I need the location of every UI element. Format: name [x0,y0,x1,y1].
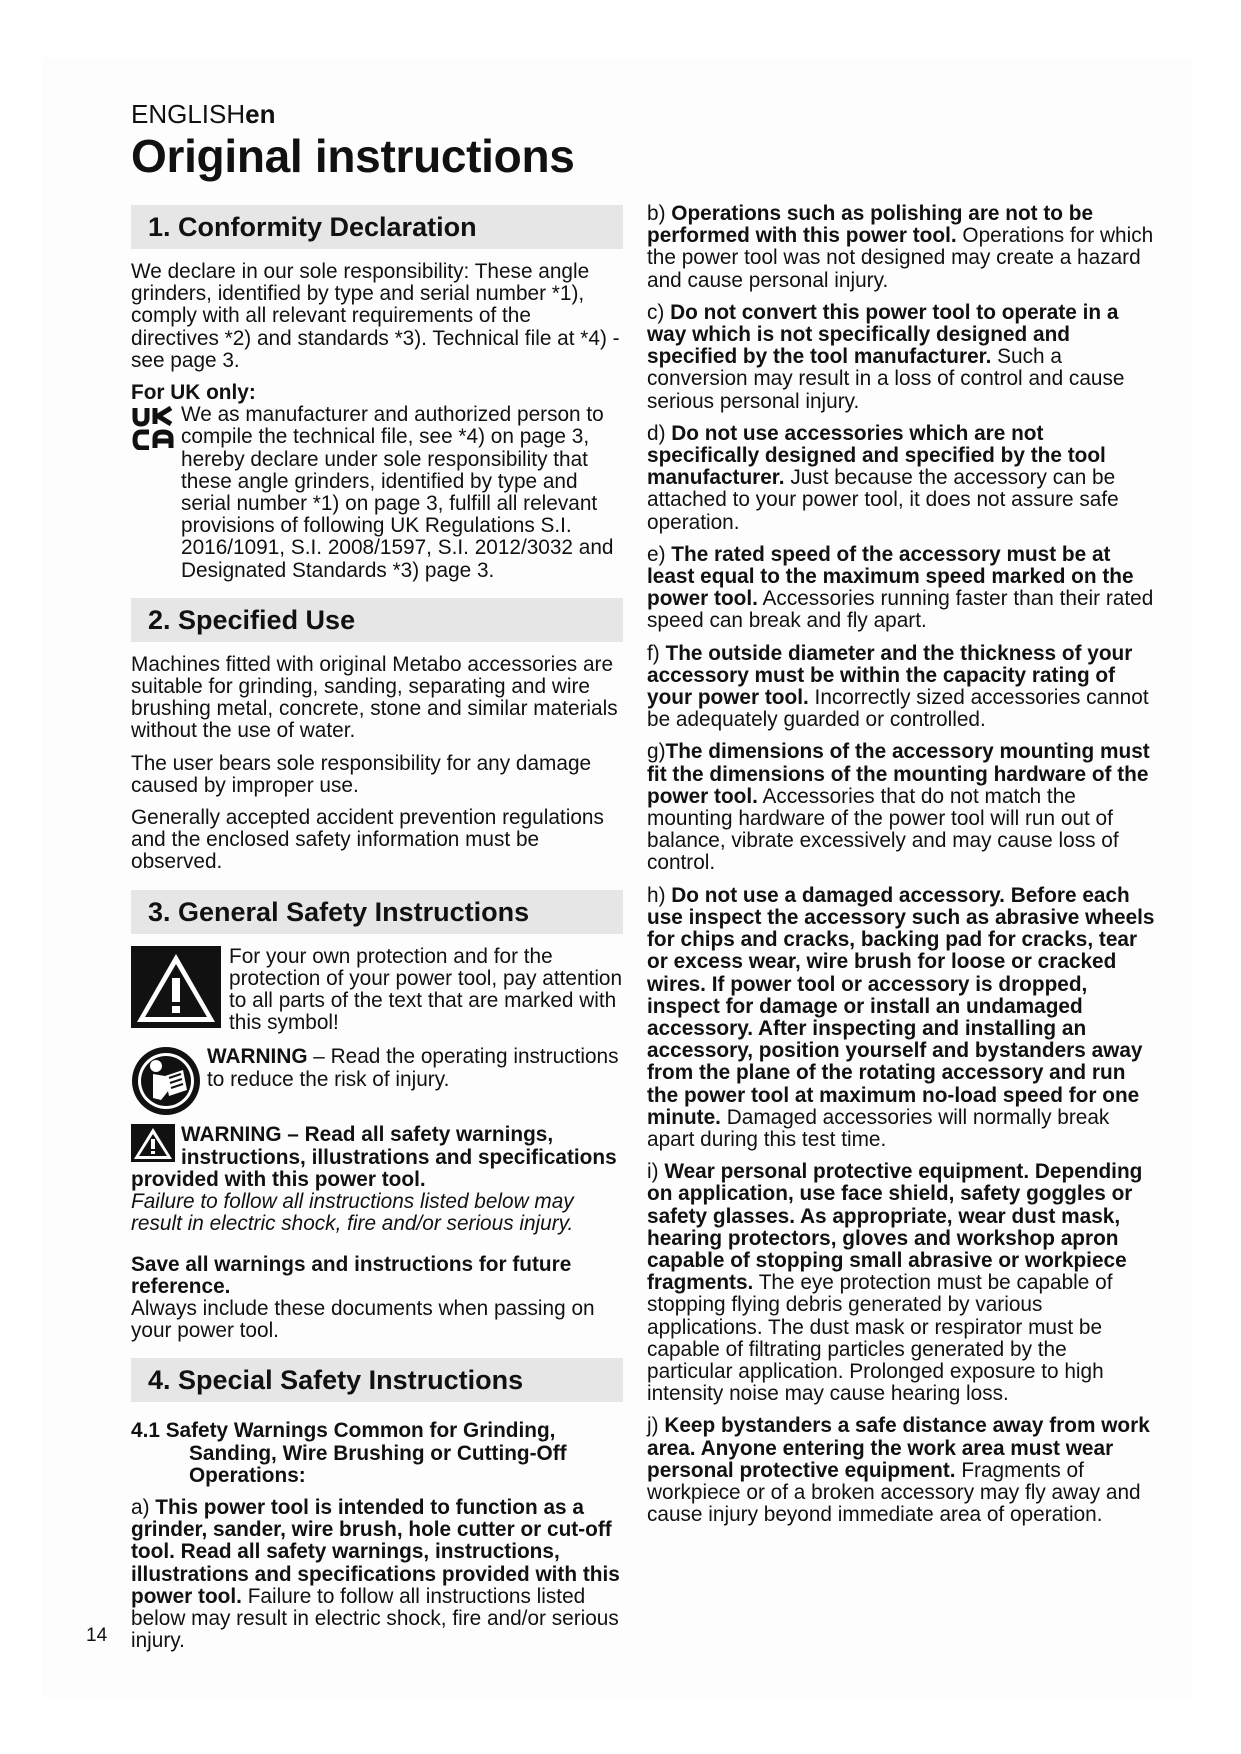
item-h: h) Do not use a damaged accessory. Before each use inspect the accessory such as abrasive wheels for chips and cracks, backing pad for cracks, tear or excess wear, wire brush for loose or cracked wires. If power tool or accessory is dropped, inspect for damage or install an undamaged accessory. After inspecting and installing an accessory, position yourself and bystanders away from the plane of the rotating accessory and run the power tool at maximum no-load speed for one minute. Damaged accessories will normally break apart during this test time. [647,883,1155,1151]
page-number: 14 [86,1625,108,1646]
item-e: e) The rated speed of the accessory must be at least equal to the maximum speed marked on the power tool. Accessories running faster than their rated speed can break and fly apart. [647,542,1154,633]
section-heading-general-safety: 3. General Safety Instructions [131,890,623,934]
read-manual-icon [131,1046,201,1116]
ukca-mark-svg [131,406,175,450]
symbol-explanation-text: For your own protection and for the protection of your power tool, pay attention to all parts of the text that are marked with this symbol! [229,944,623,1035]
sub-heading-4-1: 4.1 Safety Warnings Common for Grinding, Sanding, Wire Brushing or Cutting-Off Operations: [131,1419,567,1487]
language-label: ENGLISHen [131,99,276,129]
warning-triangle-icon [131,946,221,1028]
warning-all-safety-lead: WARNING – Read all safety warnings, instructions, illustrations and specifications provided with this power tool. [131,1123,617,1191]
right-column [647,203,1155,1536]
symbol-explanation [131,946,623,1035]
section-heading-specified-use: 2. Specified Use [131,598,623,642]
specified-use-paragraph-3: Generally accepted accident prevention regulations and the enclosed safety information must be observed. [131,806,604,874]
item-f: f) The outside diameter and the thickness of your accessory must be within the capacity rating of your power tool. Incorrectly sized accessories cannot be adequately guarded or controlled. [647,641,1149,732]
ukca-mark-icon [131,406,175,452]
left-column [131,205,623,1662]
page-title: Original instructions [131,130,575,182]
item-g: g)The dimensions of the accessory mounting must fit the dimensions of the mounting hardware of the power tool. Accessories that do not match the mounting hardware of the power tool will run out of balance, vibrate excessively and may cause loss of control. [647,740,1150,875]
item-d: d) Do not use accessories which are not specifically designed and specified by the tool manufacturer. Just because the accessory can be attached to your power tool, it does not assure safe operation. [647,421,1119,534]
save-warnings-lead: Save all warnings and instructions for future reference. [131,1252,572,1298]
warning-small-icon [131,1124,175,1162]
section-heading-special-safety: 4. Special Safety Instructions [131,1358,623,1402]
save-warnings-text: Always include these documents when passing on your power tool. [131,1296,595,1343]
uk-only-label: For UK only: [131,381,256,405]
uk-declaration [131,404,623,582]
item-i: i) Wear personal protective equipment. Depending on application, use face shield, safety goggles or safety glasses. As appropriate, wear dust mask, hearing protectors, gloves and workshop apron capable of stopping small abrasive or workpiece fragments. The eye protection must be capable of stopping flying debris generated by various applications. The dust mask or respirator must be capable of filtrating particles generated by the particular application. Prolonged exposure to high intensity noise may cause hearing loss. [647,1160,1143,1406]
warning-read-instructions [131,1046,623,1116]
conformity-paragraph: We declare in our sole responsibility: These angle grinders, identified by type and serial number *1), comply with all relevant requirements of the directives *2) and standards *3). Technical file at *4) - see page 3. [131,260,620,372]
item-j: j) Keep bystanders a safe distance away from work area. Anyone entering the work area must wear personal protective equipment. Fragments of workpiece or of a broken accessory may fly away and cause injury beyond immediate area of operation. [647,1414,1150,1527]
section-heading-conformity: 1. Conformity Declaration [131,205,623,249]
item-a: a) This power tool is intended to function as a grinder, sander, wire brush, hole cutter or cut-off tool. Read all safety warnings, instructions, illustrations and specifications provided with this power tool. Failure to follow all instructions listed below may result in electric shock, fire and/or serious injury. [131,1495,620,1653]
warning-all-safety [131,1124,623,1191]
specified-use-paragraph-1: Machines fitted with original Metabo accessories are suitable for grinding, sanding, separating and wire brushing metal, concrete, stone and similar materials without the use of water. [131,652,618,743]
item-c: c) Do not convert this power tool to operate in a way which is not specifically designed and specified by the tool manufacturer. Such a conversion may result in a loss of control and cause serious personal injury. [647,300,1125,413]
item-b: b) Operations such as polishing are not to be performed with this power tool. Operations for which the power tool was not designed may create a hazard and cause personal injury. [647,202,1154,292]
specified-use-paragraph-2: The user bears sole responsibility for any damage caused by improper use. [131,751,592,797]
uk-declaration-text: We as manufacturer and authorized person to compile the technical file, see *4) on page 3, hereby declare under sole responsibility that these angle grinders, identified by type and serial number *1) on page 3, fulfill all relevant provisions of following UK Regulations S.I. 2016/1091, S.I. 2008/1597, S.I. 2012/3032 and Designated Standards *3) page 3. [181,403,614,582]
warning-read-instructions-text: WARNING – Read the operating instructions to reduce the risk of injury. [207,1045,619,1091]
warning-all-safety-italic: Failure to follow all instructions listed below may result in electric shock, fire and/or serious injury. [131,1190,574,1236]
